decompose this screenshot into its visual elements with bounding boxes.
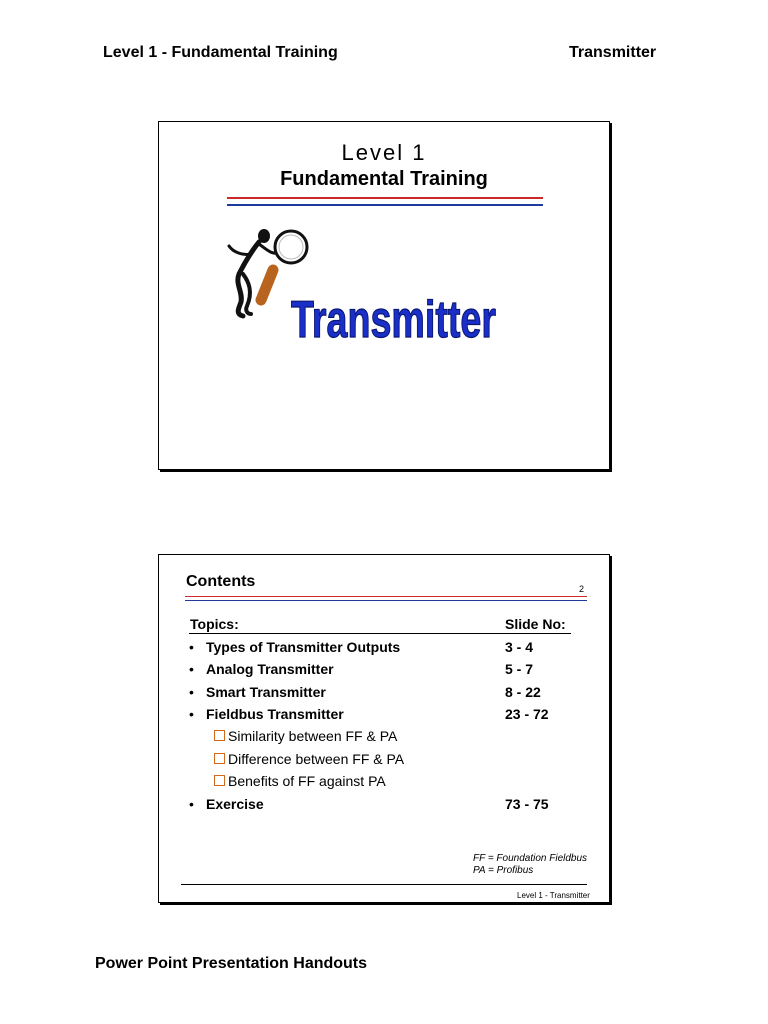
slide-2-blue-rule — [185, 600, 587, 601]
slide-2-footer-rule — [181, 884, 587, 885]
page-header-topic: Transmitter — [569, 44, 657, 61]
topic-range: 73 - 75 — [505, 796, 549, 812]
page-footer: Power Point Presentation Handouts — [95, 955, 368, 972]
checkbox-square-icon — [214, 730, 225, 741]
slide-1-red-rule — [227, 197, 543, 199]
topic-label: Exercise — [206, 796, 264, 812]
slide-2-number: 2 — [579, 584, 585, 594]
slide-2-red-rule — [185, 596, 587, 597]
checkbox-square-icon — [214, 775, 225, 786]
topic-range: 23 - 72 — [505, 706, 549, 722]
topic-row — [189, 706, 579, 724]
subtopic-label: Similarity between FF & PA — [228, 728, 398, 744]
subtopic-label: Benefits of FF against PA — [228, 773, 386, 789]
subtopic-item — [214, 773, 386, 791]
topics-column-label: Topics: — [190, 616, 239, 632]
abbreviation-note: PA = Profibus — [473, 865, 534, 876]
page-header-title: Level 1 - Fundamental Training — [103, 44, 338, 61]
slide-2 — [158, 554, 610, 903]
topic-row — [189, 661, 579, 679]
slide-2-title: Contents — [186, 573, 256, 590]
bullet: • — [189, 706, 194, 722]
topic-row — [189, 639, 579, 657]
slide-1 — [158, 121, 610, 470]
bullet: • — [189, 796, 194, 812]
topics-header — [189, 616, 571, 634]
topic-label: Smart Transmitter — [206, 684, 326, 700]
slide-1-level: Level 1 — [341, 140, 427, 165]
logo-word: Transmitter — [291, 291, 496, 349]
topic-row — [189, 796, 579, 814]
abbreviation-note: FF = Foundation Fieldbus — [473, 853, 588, 864]
bullet: • — [189, 661, 194, 677]
subtopic-label: Difference between FF & PA — [228, 751, 405, 767]
topic-range: 8 - 22 — [505, 684, 541, 700]
topic-label: Types of Transmitter Outputs — [206, 639, 401, 655]
topic-label: Fieldbus Transmitter — [206, 706, 344, 722]
topic-label: Analog Transmitter — [206, 661, 334, 677]
topic-row — [189, 684, 579, 702]
slide-1-subtitle: Fundamental Training — [280, 168, 488, 190]
checkbox-square-icon — [214, 753, 225, 764]
slide-no-column-label: Slide No: — [505, 616, 566, 632]
topic-range: 3 - 4 — [505, 639, 534, 655]
slide-1-blue-rule — [227, 204, 543, 206]
transmitter-logo — [221, 222, 511, 352]
bullet: • — [189, 639, 194, 655]
topic-range: 5 - 7 — [505, 661, 534, 677]
slide-2-footer: Level 1 - Transmitter — [517, 891, 590, 900]
subtopic-item — [214, 751, 404, 769]
bullet: • — [189, 684, 194, 700]
subtopic-item — [214, 728, 397, 746]
